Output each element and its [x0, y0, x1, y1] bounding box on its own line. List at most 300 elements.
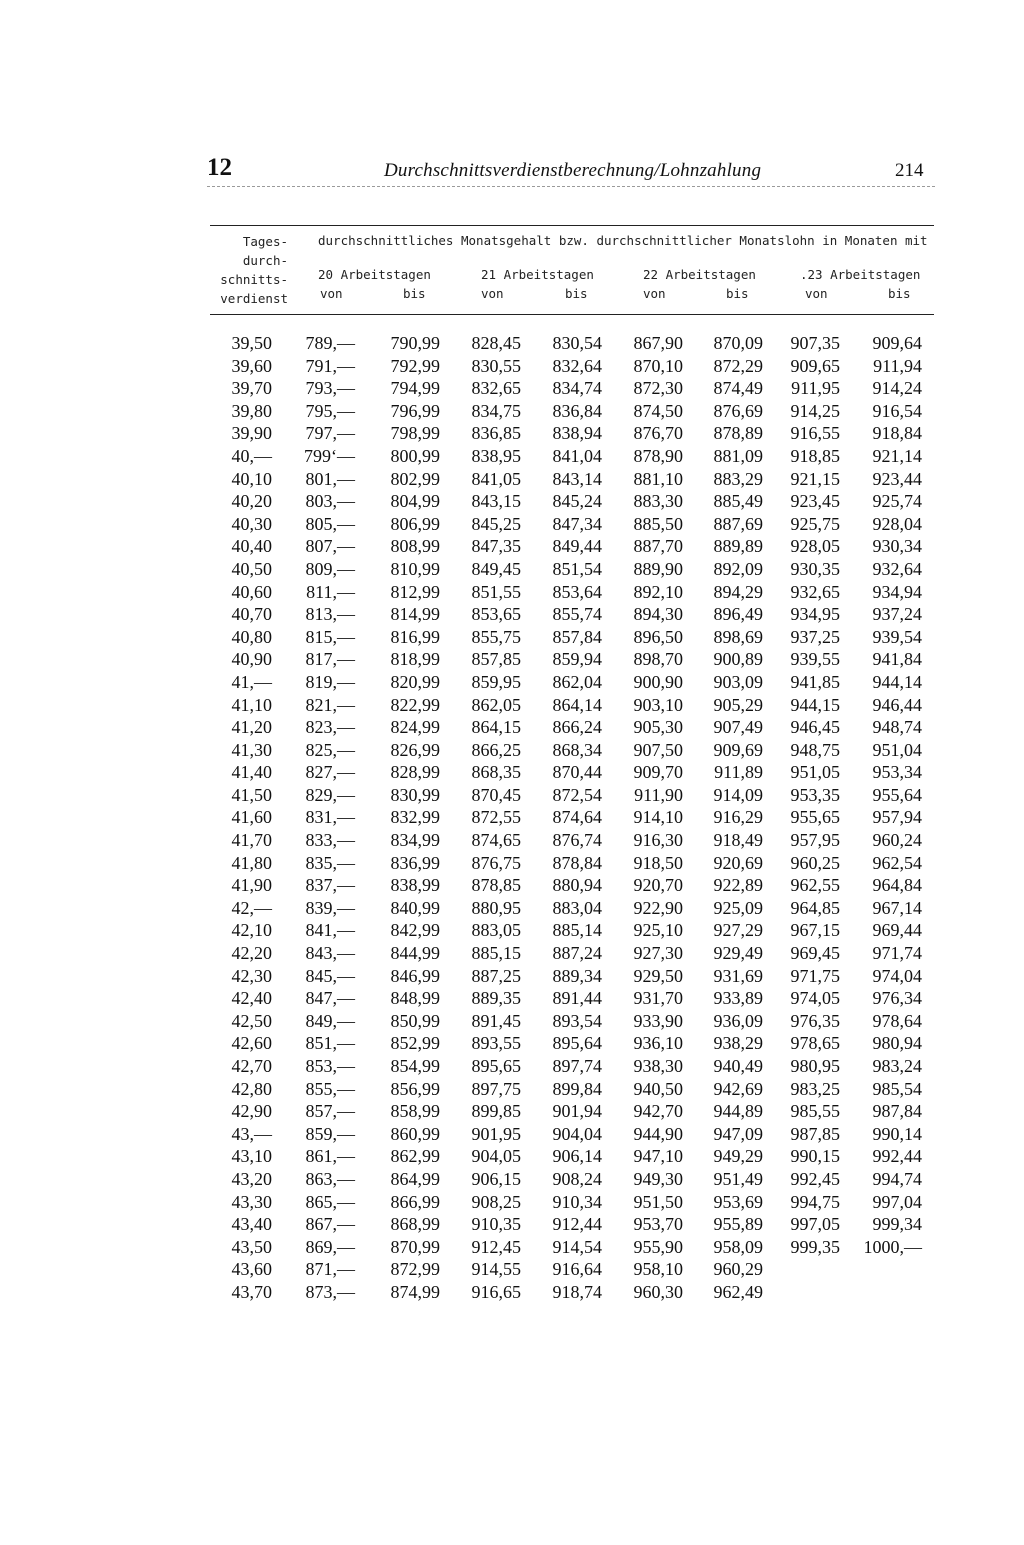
monthly-value-cell: 957,95 — [790, 830, 840, 851]
monthly-value-cell: 892,09 — [713, 558, 763, 579]
monthly-value-cell: 938,30 — [633, 1056, 683, 1076]
monthly-value-cell: 947,09 — [713, 1123, 763, 1144]
table-row — [0, 853, 1024, 876]
daily-earnings-cell: 40,20 — [231, 491, 272, 512]
daily-earnings-cell: 41,70 — [231, 830, 272, 851]
monthly-value-cell: 827,— — [305, 762, 355, 783]
monthly-value-cell: 904,05 — [471, 1146, 521, 1167]
monthly-value-cell: 910,35 — [471, 1214, 521, 1235]
monthly-value-cell: 958,10 — [633, 1259, 683, 1280]
monthly-value-cell: 974,04 — [872, 965, 922, 986]
monthly-value-cell: 894,30 — [633, 604, 683, 625]
table-row — [0, 401, 1024, 424]
monthly-value-cell: 974,05 — [790, 988, 840, 1009]
running-title: Durchschnittsverdienstberechnung/Lohnzahlung — [384, 160, 762, 181]
subheader-von: von — [643, 286, 666, 301]
monthly-value-cell: 932,64 — [872, 558, 922, 579]
subheader-bis: bis — [888, 286, 911, 301]
monthly-value-cell: 983,25 — [790, 1078, 840, 1099]
monthly-value-cell: 836,85 — [471, 423, 521, 444]
monthly-value-cell: 912,45 — [471, 1236, 521, 1257]
monthly-value-cell: 927,30 — [633, 943, 683, 964]
monthly-value-cell: 816,99 — [390, 626, 440, 647]
subheader-bis: bis — [726, 286, 749, 301]
monthly-value-cell: 934,95 — [790, 604, 840, 625]
monthly-value-cell: 851,54 — [552, 558, 602, 579]
monthly-value-cell: 992,44 — [872, 1146, 922, 1167]
monthly-value-cell: 918,85 — [790, 445, 840, 466]
monthly-value-cell: 895,64 — [552, 1033, 602, 1054]
monthly-value-cell: 794,99 — [390, 378, 440, 399]
daily-earnings-cell: 40,50 — [231, 558, 272, 579]
monthly-value-cell: 811,— — [306, 581, 355, 602]
table-row — [0, 717, 1024, 740]
monthly-value-cell: 835,— — [305, 852, 355, 873]
daily-earnings-cell: 42,20 — [231, 943, 272, 964]
daily-earnings-cell: 43,20 — [231, 1168, 272, 1189]
monthly-value-cell: 969,44 — [872, 920, 922, 941]
monthly-value-cell: 803,— — [305, 491, 355, 512]
monthly-value-cell: 914,09 — [713, 784, 763, 805]
monthly-value-cell: 905,29 — [713, 694, 763, 715]
monthly-value-cell: 871,— — [305, 1259, 355, 1280]
monthly-value-cell: 829,— — [305, 784, 355, 805]
monthly-value-cell: 908,24 — [552, 1168, 602, 1189]
monthly-value-cell: 893,55 — [471, 1033, 521, 1054]
monthly-value-cell: 955,65 — [790, 807, 840, 828]
monthly-value-cell: 918,50 — [633, 852, 683, 873]
daily-earnings-cell: 39,50 — [231, 333, 272, 353]
daily-earnings-cell: 41,30 — [231, 739, 272, 760]
monthly-value-cell: 914,25 — [790, 400, 840, 421]
monthly-value-cell: 987,85 — [790, 1123, 840, 1144]
table-row — [0, 582, 1024, 605]
table-row — [0, 1124, 1024, 1147]
first-column-header-line: verdienst — [220, 291, 288, 306]
monthly-value-cell: 866,99 — [390, 1191, 440, 1212]
monthly-value-cell: 834,99 — [390, 830, 440, 851]
monthly-value-cell: 836,84 — [552, 400, 602, 421]
monthly-value-cell: 911,90 — [634, 784, 683, 805]
monthly-value-cell: 859,— — [305, 1123, 355, 1144]
monthly-value-cell: 949,30 — [633, 1168, 683, 1189]
table-row — [0, 807, 1024, 830]
monthly-value-cell: 994,75 — [790, 1191, 840, 1212]
table-row — [0, 988, 1024, 1011]
monthly-value-cell: 997,05 — [790, 1214, 840, 1235]
monthly-value-cell: 971,74 — [872, 943, 922, 964]
monthly-value-cell: 976,35 — [790, 1010, 840, 1031]
monthly-value-cell: 898,69 — [713, 626, 763, 647]
table-row — [0, 356, 1024, 379]
monthly-value-cell: 866,25 — [471, 739, 521, 760]
monthly-value-cell: 844,99 — [390, 943, 440, 964]
monthly-value-cell: 843,15 — [471, 491, 521, 512]
monthly-value-cell: 911,95 — [791, 378, 840, 399]
monthly-value-cell: 955,89 — [713, 1214, 763, 1235]
daily-earnings-cell: 40,30 — [231, 513, 272, 534]
monthly-value-cell: 851,55 — [471, 581, 521, 602]
monthly-value-cell: 863,— — [305, 1168, 355, 1189]
monthly-value-cell: 949,29 — [713, 1146, 763, 1167]
monthly-value-cell: 885,50 — [633, 513, 683, 534]
monthly-value-cell: 909,65 — [790, 355, 840, 376]
table-row — [0, 446, 1024, 469]
monthly-value-cell: 907,35 — [790, 333, 840, 353]
monthly-value-cell: 838,94 — [552, 423, 602, 444]
table-row — [0, 604, 1024, 627]
daily-earnings-cell: 43,30 — [231, 1191, 272, 1212]
monthly-value-cell: 878,85 — [471, 875, 521, 896]
monthly-value-cell: 847,— — [305, 988, 355, 1009]
monthly-value-cell: 980,94 — [872, 1033, 922, 1054]
monthly-value-cell: 889,34 — [552, 965, 602, 986]
monthly-value-cell: 953,69 — [713, 1191, 763, 1212]
table-row — [0, 1169, 1024, 1192]
monthly-value-cell: 930,34 — [872, 536, 922, 557]
monthly-value-cell: 801,— — [305, 468, 355, 489]
monthly-value-cell: 876,75 — [471, 852, 521, 873]
table-row — [0, 762, 1024, 785]
daily-earnings-cell: 40,60 — [231, 581, 272, 602]
monthly-value-cell: 908,25 — [471, 1191, 521, 1212]
table-row — [0, 785, 1024, 808]
daily-earnings-cell: 42,50 — [231, 1010, 272, 1031]
table-row — [0, 943, 1024, 966]
monthly-value-cell: 857,85 — [471, 649, 521, 670]
table-row — [0, 649, 1024, 672]
monthly-value-cell: 960,25 — [790, 852, 840, 873]
monthly-value-cell: 821,— — [305, 694, 355, 715]
monthly-value-cell: 808,99 — [390, 536, 440, 557]
monthly-value-cell: 907,50 — [633, 739, 683, 760]
monthly-value-cell: 909,69 — [713, 739, 763, 760]
monthly-value-cell: 841,05 — [471, 468, 521, 489]
table-row — [0, 1192, 1024, 1215]
monthly-value-cell: 948,75 — [790, 739, 840, 760]
monthly-value-cell: 843,14 — [552, 468, 602, 489]
monthly-value-cell: 881,09 — [713, 445, 763, 466]
monthly-value-cell: 962,49 — [713, 1281, 763, 1302]
monthly-value-cell: 878,89 — [713, 423, 763, 444]
monthly-value-cell: 960,30 — [633, 1281, 683, 1302]
monthly-value-cell: 907,49 — [713, 717, 763, 738]
group-header-22: 22 Arbeitstagen — [643, 267, 756, 282]
monthly-value-cell: 905,30 — [633, 717, 683, 738]
monthly-value-cell: 929,49 — [713, 943, 763, 964]
monthly-value-cell: 845,25 — [471, 513, 521, 534]
monthly-value-cell: 920,70 — [633, 875, 683, 896]
monthly-value-cell: 885,15 — [471, 943, 521, 964]
monthly-value-cell: 855,— — [305, 1078, 355, 1099]
monthly-value-cell: 990,14 — [872, 1123, 922, 1144]
group-header-21: 21 Arbeitstagen — [481, 267, 594, 282]
monthly-value-cell: 797,— — [305, 423, 355, 444]
monthly-value-cell: 957,94 — [872, 807, 922, 828]
monthly-value-cell: 953,34 — [872, 762, 922, 783]
monthly-value-cell: 841,04 — [552, 445, 602, 466]
daily-earnings-cell: 42,60 — [231, 1033, 272, 1054]
group-header-23: .23 Arbeitstagen — [800, 267, 921, 282]
monthly-value-cell: 830,55 — [471, 355, 521, 376]
monthly-value-cell: 895,65 — [471, 1056, 521, 1076]
monthly-value-cell: 860,99 — [390, 1123, 440, 1144]
monthly-value-cell: 799‘— — [304, 445, 355, 466]
table-row — [0, 1282, 1024, 1305]
monthly-value-cell: 891,45 — [471, 1010, 521, 1031]
monthly-value-cell: 834,74 — [552, 378, 602, 399]
subheader-von: von — [805, 286, 828, 301]
table-row — [0, 966, 1024, 989]
monthly-value-cell: 978,65 — [790, 1033, 840, 1054]
monthly-value-cell: 925,09 — [713, 897, 763, 918]
monthly-value-cell: 874,64 — [552, 807, 602, 828]
monthly-value-cell: 850,99 — [390, 1010, 440, 1031]
monthly-value-cell: 939,54 — [872, 626, 922, 647]
monthly-value-cell: 899,85 — [471, 1101, 521, 1122]
monthly-value-cell: 885,14 — [552, 920, 602, 941]
monthly-value-cell: 894,29 — [713, 581, 763, 602]
monthly-value-cell: 920,69 — [713, 852, 763, 873]
monthly-value-cell: 918,84 — [872, 423, 922, 444]
table-row — [0, 920, 1024, 943]
monthly-value-cell: 944,90 — [633, 1123, 683, 1144]
monthly-value-cell: 918,74 — [552, 1281, 602, 1302]
monthly-value-cell: 832,99 — [390, 807, 440, 828]
monthly-value-cell: 876,70 — [633, 423, 683, 444]
monthly-value-cell: 892,10 — [633, 581, 683, 602]
monthly-value-cell: 887,69 — [713, 513, 763, 534]
daily-earnings-cell: 43,60 — [231, 1259, 272, 1280]
monthly-value-cell: 933,90 — [633, 1010, 683, 1031]
monthly-value-cell: 791,— — [305, 355, 355, 376]
monthly-value-cell: 868,35 — [471, 762, 521, 783]
monthly-value-cell: 938,29 — [713, 1033, 763, 1054]
monthly-value-cell: 834,75 — [471, 400, 521, 421]
monthly-value-cell: 916,55 — [790, 423, 840, 444]
monthly-value-cell: 845,24 — [552, 491, 602, 512]
monthly-value-cell: 925,75 — [790, 513, 840, 534]
daily-earnings-cell: 40,— — [231, 445, 272, 466]
daily-earnings-cell: 39,80 — [231, 400, 272, 421]
monthly-value-cell: 800,99 — [390, 445, 440, 466]
monthly-value-cell: 822,99 — [390, 694, 440, 715]
monthly-value-cell: 898,70 — [633, 649, 683, 670]
monthly-value-cell: 876,74 — [552, 830, 602, 851]
monthly-value-cell: 933,89 — [713, 988, 763, 1009]
monthly-value-cell: 918,49 — [713, 830, 763, 851]
monthly-value-cell: 947,10 — [633, 1146, 683, 1167]
monthly-value-cell: 906,14 — [552, 1146, 602, 1167]
monthly-value-cell: 896,49 — [713, 604, 763, 625]
monthly-value-cell: 859,95 — [471, 671, 521, 692]
monthly-value-cell: 925,74 — [872, 491, 922, 512]
monthly-value-cell: 868,34 — [552, 739, 602, 760]
daily-earnings-cell: 40,10 — [231, 468, 272, 489]
daily-earnings-cell: 42,10 — [231, 920, 272, 941]
monthly-value-cell: 928,04 — [872, 513, 922, 534]
monthly-value-cell: 900,89 — [713, 649, 763, 670]
monthly-value-cell: 885,49 — [713, 491, 763, 512]
monthly-value-cell: 916,29 — [713, 807, 763, 828]
table-row — [0, 627, 1024, 650]
monthly-value-cell: 953,70 — [633, 1214, 683, 1235]
monthly-value-cell: 944,89 — [713, 1101, 763, 1122]
monthly-value-cell: 897,74 — [552, 1056, 602, 1076]
monthly-value-cell: 867,90 — [633, 333, 683, 353]
monthly-value-cell: 985,54 — [872, 1078, 922, 1099]
monthly-value-cell: 876,69 — [713, 400, 763, 421]
table-row — [0, 514, 1024, 537]
monthly-value-cell: 997,04 — [872, 1191, 922, 1212]
monthly-value-cell: 824,99 — [390, 717, 440, 738]
monthly-value-cell: 857,84 — [552, 626, 602, 647]
monthly-value-cell: 795,— — [305, 400, 355, 421]
monthly-value-cell: 932,65 — [790, 581, 840, 602]
monthly-value-cell: 798,99 — [390, 423, 440, 444]
table-row — [0, 1079, 1024, 1102]
monthly-value-cell: 862,05 — [471, 694, 521, 715]
monthly-value-cell: 880,95 — [471, 897, 521, 918]
monthly-value-cell: 874,65 — [471, 830, 521, 851]
monthly-value-cell: 790,99 — [390, 333, 440, 353]
monthly-value-cell: 872,30 — [633, 378, 683, 399]
daily-earnings-cell: 43,10 — [231, 1146, 272, 1167]
monthly-value-cell: 807,— — [305, 536, 355, 557]
daily-earnings-cell: 40,40 — [231, 536, 272, 557]
monthly-value-cell: 983,24 — [872, 1056, 922, 1076]
monthly-value-cell: 929,50 — [633, 965, 683, 986]
table-row — [0, 1056, 1024, 1079]
monthly-value-cell: 962,54 — [872, 852, 922, 873]
monthly-value-cell: 985,55 — [790, 1101, 840, 1122]
monthly-value-cell: 859,94 — [552, 649, 602, 670]
monthly-value-cell: 900,90 — [633, 671, 683, 692]
table-row — [0, 378, 1024, 401]
daily-earnings-cell: 40,70 — [231, 604, 272, 625]
monthly-value-cell: 889,35 — [471, 988, 521, 1009]
first-column-header-line: durch- — [242, 253, 288, 268]
monthly-value-cell: 931,69 — [713, 965, 763, 986]
daily-earnings-cell: 41,40 — [231, 762, 272, 783]
monthly-value-cell: 944,15 — [790, 694, 840, 715]
monthly-value-cell: 916,30 — [633, 830, 683, 851]
group-header-20: 20 Arbeitstagen — [318, 267, 431, 282]
monthly-value-cell: 923,45 — [790, 491, 840, 512]
monthly-value-cell: 849,44 — [552, 536, 602, 557]
monthly-value-cell: 942,69 — [713, 1078, 763, 1099]
monthly-value-cell: 836,99 — [390, 852, 440, 873]
monthly-value-cell: 923,44 — [872, 468, 922, 489]
monthly-value-cell: 849,— — [305, 1010, 355, 1031]
table-row — [0, 672, 1024, 695]
monthly-value-cell: 883,30 — [633, 491, 683, 512]
monthly-value-cell: 796,99 — [390, 400, 440, 421]
daily-earnings-cell: 41,— — [231, 671, 272, 692]
monthly-value-cell: 817,— — [305, 649, 355, 670]
monthly-value-cell: 832,64 — [552, 355, 602, 376]
monthly-value-cell: 856,99 — [390, 1078, 440, 1099]
monthly-value-cell: 793,— — [305, 378, 355, 399]
monthly-value-cell: 906,15 — [471, 1168, 521, 1189]
monthly-value-cell: 909,70 — [633, 762, 683, 783]
daily-earnings-cell: 43,50 — [231, 1236, 272, 1257]
monthly-value-cell: 914,55 — [471, 1259, 521, 1280]
monthly-value-cell: 842,99 — [390, 920, 440, 941]
monthly-value-cell: 942,70 — [633, 1101, 683, 1122]
monthly-value-cell: 828,45 — [471, 333, 521, 353]
monthly-value-cell: 878,84 — [552, 852, 602, 873]
monthly-value-cell: 861,— — [305, 1146, 355, 1167]
daily-earnings-cell: 43,— — [231, 1123, 272, 1144]
daily-earnings-cell: 40,90 — [231, 649, 272, 670]
monthly-value-cell: 855,74 — [552, 604, 602, 625]
monthly-value-cell: 830,99 — [390, 784, 440, 805]
monthly-value-cell: 870,45 — [471, 784, 521, 805]
daily-earnings-cell: 41,50 — [231, 784, 272, 805]
monthly-value-cell: 865,— — [305, 1191, 355, 1212]
monthly-value-cell: 851,— — [305, 1033, 355, 1054]
monthly-value-cell: 891,44 — [552, 988, 602, 1009]
monthly-value-cell: 962,55 — [790, 875, 840, 896]
monthly-value-cell: 887,25 — [471, 965, 521, 986]
monthly-value-cell: 833,— — [305, 830, 355, 851]
monthly-value-cell: 946,44 — [872, 694, 922, 715]
subheader-von: von — [320, 286, 343, 301]
monthly-value-cell: 909,64 — [872, 333, 922, 353]
monthly-value-cell: 893,54 — [552, 1010, 602, 1031]
table-top-rule — [210, 225, 934, 226]
subheader-von: von — [481, 286, 504, 301]
monthly-value-cell: 869,— — [305, 1236, 355, 1257]
monthly-value-cell: 804,99 — [390, 491, 440, 512]
daily-earnings-cell: 41,90 — [231, 875, 272, 896]
monthly-value-cell: 940,49 — [713, 1056, 763, 1076]
monthly-value-cell: 853,65 — [471, 604, 521, 625]
monthly-value-cell: 927,29 — [713, 920, 763, 941]
monthly-value-cell: 830,54 — [552, 333, 602, 353]
monthly-value-cell: 806,99 — [390, 513, 440, 534]
daily-earnings-cell: 41,60 — [231, 807, 272, 828]
header-rule — [207, 186, 935, 187]
monthly-value-cell: 852,99 — [390, 1033, 440, 1054]
table-row — [0, 1033, 1024, 1056]
monthly-value-cell: 792,99 — [390, 355, 440, 376]
monthly-value-cell: 805,— — [305, 513, 355, 534]
monthly-value-cell: 925,10 — [633, 920, 683, 941]
monthly-value-cell: 881,10 — [633, 468, 683, 489]
monthly-value-cell: 936,10 — [633, 1033, 683, 1054]
monthly-value-cell: 841,— — [305, 920, 355, 941]
monthly-value-cell: 901,94 — [552, 1101, 602, 1122]
monthly-value-cell: 889,89 — [713, 536, 763, 557]
table-row — [0, 898, 1024, 921]
monthly-value-cell: 832,65 — [471, 378, 521, 399]
monthly-value-cell: 872,29 — [713, 355, 763, 376]
monthly-value-cell: 967,15 — [790, 920, 840, 941]
monthly-value-cell: 969,45 — [790, 943, 840, 964]
monthly-value-cell: 840,99 — [390, 897, 440, 918]
monthly-value-cell: 922,90 — [633, 897, 683, 918]
monthly-value-cell: 971,75 — [790, 965, 840, 986]
first-column-header — [212, 232, 288, 308]
monthly-value-cell: 872,54 — [552, 784, 602, 805]
monthly-value-cell: 948,74 — [872, 717, 922, 738]
monthly-value-cell: 999,34 — [872, 1214, 922, 1235]
table-row — [0, 1237, 1024, 1260]
daily-earnings-cell: 42,30 — [231, 965, 272, 986]
monthly-value-cell: 899,84 — [552, 1078, 602, 1099]
